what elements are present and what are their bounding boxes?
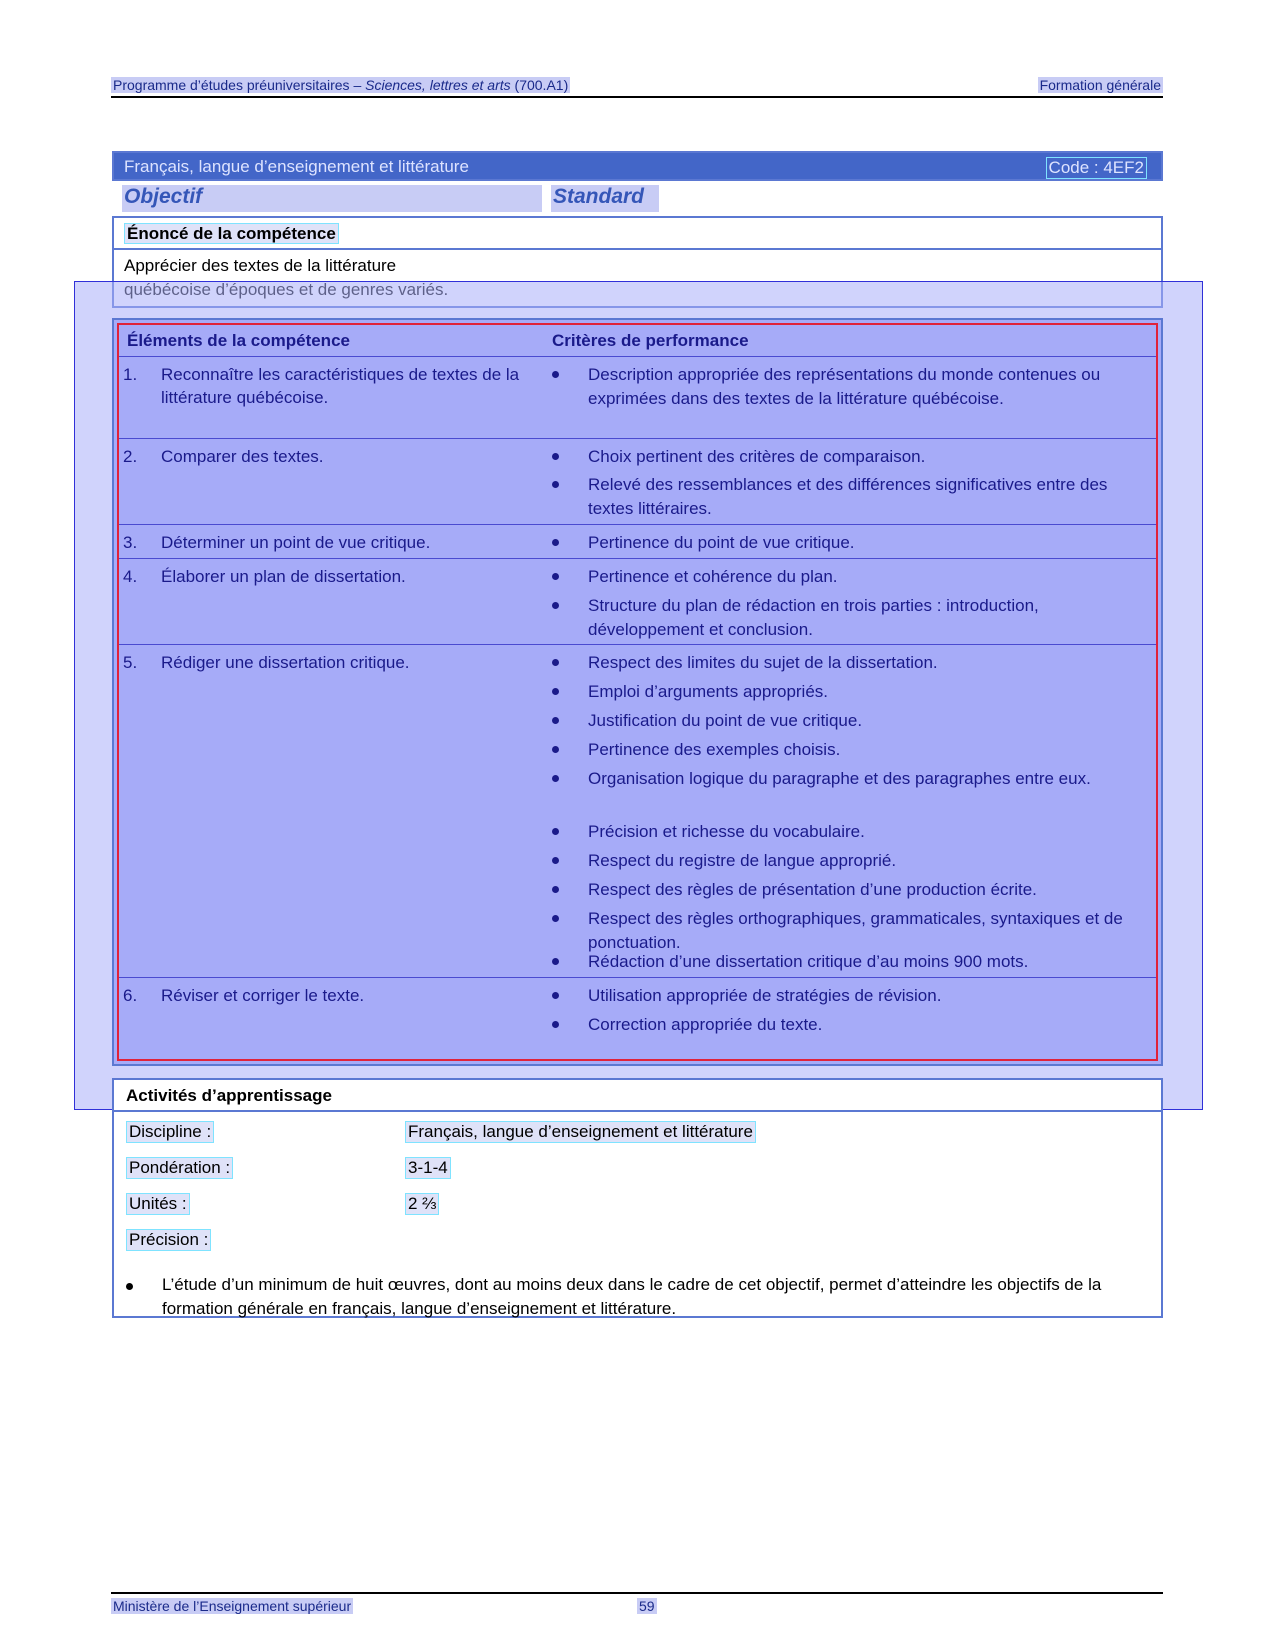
- bullet-icon: [552, 659, 559, 666]
- objective-label: Objectif: [122, 185, 542, 212]
- program-title: Programme d’études préuniversitaires – Sciences, lettres et arts (700.A1): [113, 77, 569, 93]
- activities-heading: Activités d’apprentissage: [114, 1080, 1161, 1112]
- bullet-icon: [552, 539, 559, 546]
- table-row: 1. Reconnaître les caractéristiques de textes de la littérature québécoise. Description appropriée des représentations du monde contenues ou exprimées dans des textes de la littérature québécoise.: [119, 357, 1156, 439]
- course-code: Code : 4EF2: [1046, 157, 1147, 179]
- discipline-label: Discipline :: [126, 1121, 214, 1143]
- table-row: 6. Réviser et corriger le texte. Utilisation appropriée de stratégies de révision. Correction appropriée du texte.: [123, 986, 942, 1034]
- table-row: 5. Rédiger une dissertation critique. Respect des limites du sujet de la dissertation. Emploi d’arguments appropriés. Justification du point de vue critique. Pertinence des exemples choisis. Organisation logique du paragraphe et des paragraphes entre eux. Précision et richesse du vocabulaire. Respect du registre de langue approprié. Respect des règles de présentation d’une production écrite. Respect des règles orthographiques, grammaticales, syntaxiques et de ponctuation. Rédaction d’une dissertation critique d’au moins 900 mots.: [119, 645, 1156, 978]
- elements-table: [112, 318, 1163, 1066]
- elements-heading: Éléments de la compétence: [127, 331, 350, 350]
- bullet-icon: [552, 481, 559, 488]
- criteria-heading: Critères de performance: [552, 331, 749, 350]
- bullet-icon: [552, 886, 559, 893]
- bullet-icon: [552, 992, 559, 999]
- enonce-heading: Énoncé de la compétence: [114, 218, 1161, 250]
- bullet-icon: [552, 602, 559, 609]
- bullet-icon: [552, 857, 559, 864]
- unites-label: Unités :: [126, 1193, 190, 1215]
- bullet-icon: [552, 453, 559, 460]
- unites-value: 2 ⅔: [405, 1193, 439, 1215]
- bullet-icon: [552, 688, 559, 695]
- ponderation-value: 3-1-4: [405, 1157, 451, 1179]
- bullet-icon: [552, 828, 559, 835]
- page-number: 59: [639, 1598, 655, 1614]
- bullet-icon: [552, 717, 559, 724]
- page-footer: [111, 1592, 1163, 1618]
- precision-label: Précision :: [126, 1229, 211, 1251]
- course-title: Français, langue d’enseignement et littérature: [124, 157, 469, 176]
- bullet-icon: [552, 958, 559, 965]
- table-row: 2. Comparer des textes. Choix pertinent des critères de comparaison. Relevé des ressemblances et des différences significatives entre des textes littéraires.: [119, 439, 1156, 525]
- table-row: 4. Élaborer un plan de dissertation. Pertinence et cohérence du plan. Structure du plan de rédaction en trois parties : introduction, développement et conclusion.: [119, 559, 1156, 645]
- bullet-icon: [552, 1021, 559, 1028]
- table-row: 3. Déterminer un point de vue critique. Pertinence du point de vue critique.: [119, 525, 1156, 559]
- bullet-icon: [126, 1283, 133, 1290]
- course-title-bar: [112, 151, 1163, 181]
- section-label: Formation générale: [1039, 77, 1161, 93]
- elements-table-header: [119, 325, 1156, 357]
- bullet-icon: [552, 371, 559, 378]
- discipline-value: Français, langue d’enseignement et littérature: [405, 1121, 756, 1143]
- elements-table-inner: [117, 323, 1158, 1061]
- standard-label: Standard: [551, 185, 659, 212]
- enonce-text: Apprécier des textes de la littérature: [124, 256, 397, 275]
- page-header: [111, 75, 1163, 98]
- bullet-icon: [552, 775, 559, 782]
- bullet-icon: [552, 746, 559, 753]
- ministry-name: Ministère de l’Enseignement supérieur: [113, 1598, 352, 1614]
- bullet-icon: [552, 915, 559, 922]
- precision-text: L’étude d’un minimum de huit œuvres, dont au moins deux dans le cadre de cet objectif, permet d’atteindre les objectifs de la formation générale en français, langue d’enseignement et littérature.: [162, 1275, 1102, 1318]
- ponderation-label: Pondération :: [126, 1157, 233, 1179]
- bullet-icon: [552, 573, 559, 580]
